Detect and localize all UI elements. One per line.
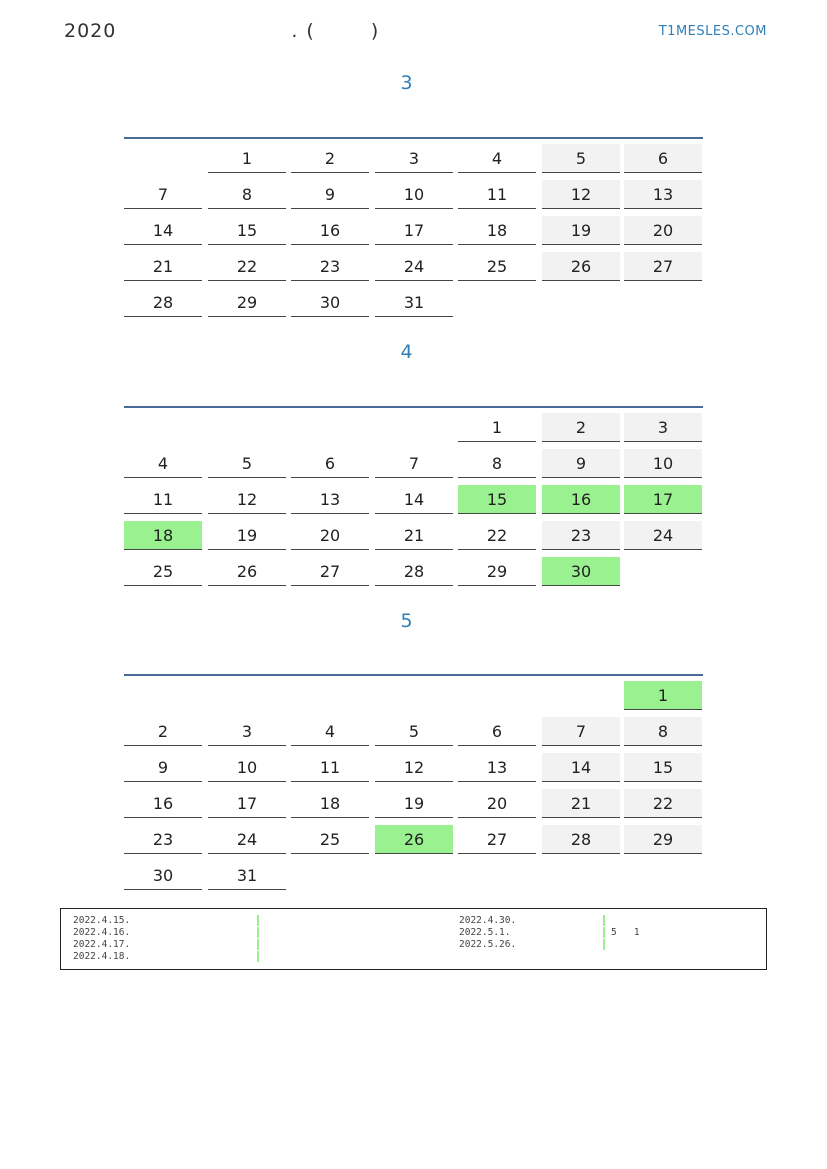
day-cell: 2 <box>124 717 202 746</box>
day-cell: 4 <box>291 717 369 746</box>
holiday-note <box>459 927 759 938</box>
day-cell: 28 <box>124 288 202 317</box>
day-cell: 29 <box>458 557 536 586</box>
day-cell: 25 <box>124 557 202 586</box>
day-cell: 4 <box>124 449 202 478</box>
day-cell: 25 <box>458 252 536 281</box>
day-cell: 11 <box>458 180 536 209</box>
day-cell: 23 <box>124 825 202 854</box>
holiday-note-date: 2022.4.18. <box>73 951 131 962</box>
day-cell: 31 <box>208 861 286 890</box>
day-cell: 28 <box>542 825 620 854</box>
day-cell: 1 <box>458 413 536 442</box>
holiday-note-date: 2022.4.15. <box>73 915 131 926</box>
day-cell: 15 <box>458 485 536 514</box>
day-cell: 17 <box>208 789 286 818</box>
holiday-note-date: 2022.4.16. <box>73 927 131 938</box>
day-cell: 30 <box>542 557 620 586</box>
day-cell: 26 <box>542 252 620 281</box>
holiday-note-date: 2022.5.26. <box>459 939 517 950</box>
holiday-marker <box>257 951 259 962</box>
holiday-marker <box>603 915 605 926</box>
day-cell: 8 <box>624 717 702 746</box>
day-cell: 2 <box>542 413 620 442</box>
day-cell: 9 <box>124 753 202 782</box>
day-cell: 29 <box>624 825 702 854</box>
holiday-note <box>459 939 759 950</box>
day-cell: 15 <box>624 753 702 782</box>
holiday-marker <box>603 939 605 950</box>
day-cell: 23 <box>542 521 620 550</box>
day-cell: 14 <box>124 216 202 245</box>
holiday-note <box>459 915 759 926</box>
header-year: 2020 <box>64 20 117 42</box>
day-cell: 17 <box>624 485 702 514</box>
day-cell: 6 <box>624 144 702 173</box>
day-cell: 6 <box>458 717 536 746</box>
day-cell: 1 <box>624 681 702 710</box>
day-cell: 5 <box>375 717 453 746</box>
holiday-note-text: 5 1 <box>611 927 640 938</box>
day-cell: 14 <box>375 485 453 514</box>
day-cell: 8 <box>208 180 286 209</box>
day-cell: 22 <box>458 521 536 550</box>
holiday-note <box>73 915 373 926</box>
day-cell: 5 <box>208 449 286 478</box>
day-cell: 21 <box>542 789 620 818</box>
day-cell: 20 <box>624 216 702 245</box>
day-cell: 17 <box>375 216 453 245</box>
day-cell: 28 <box>375 557 453 586</box>
day-cell: 8 <box>458 449 536 478</box>
day-cell: 7 <box>542 717 620 746</box>
day-cell: 24 <box>208 825 286 854</box>
holiday-marker <box>257 927 259 938</box>
month-title-may: 5 <box>400 610 413 632</box>
month-title-march: 3 <box>400 72 413 94</box>
day-cell: 3 <box>375 144 453 173</box>
day-cell: 22 <box>624 789 702 818</box>
holiday-marker <box>603 927 605 938</box>
day-cell: 16 <box>291 216 369 245</box>
day-cell: 19 <box>542 216 620 245</box>
day-cell: 12 <box>542 180 620 209</box>
holiday-marker <box>257 939 259 950</box>
day-cell: 18 <box>291 789 369 818</box>
holiday-note-date: 2022.4.17. <box>73 939 131 950</box>
calendar-rule <box>124 137 703 139</box>
holiday-note <box>73 951 373 962</box>
day-cell: 19 <box>375 789 453 818</box>
day-cell: 7 <box>124 180 202 209</box>
day-cell: 4 <box>458 144 536 173</box>
day-cell: 13 <box>624 180 702 209</box>
holiday-note <box>73 939 373 950</box>
day-cell: 19 <box>208 521 286 550</box>
day-cell: 11 <box>291 753 369 782</box>
day-cell: 31 <box>375 288 453 317</box>
header-paren-close: ) <box>370 20 380 42</box>
day-cell: 30 <box>291 288 369 317</box>
day-cell: 26 <box>208 557 286 586</box>
day-cell: 12 <box>208 485 286 514</box>
day-cell: 22 <box>208 252 286 281</box>
day-cell: 5 <box>542 144 620 173</box>
day-cell: 1 <box>208 144 286 173</box>
month-title-april: 4 <box>400 341 413 363</box>
day-cell: 16 <box>542 485 620 514</box>
holiday-notes-box <box>60 908 767 970</box>
day-cell: 27 <box>291 557 369 586</box>
calendar-rule <box>124 674 703 676</box>
day-cell: 25 <box>291 825 369 854</box>
holiday-note-date: 2022.4.30. <box>459 915 517 926</box>
day-cell: 15 <box>208 216 286 245</box>
day-cell: 16 <box>124 789 202 818</box>
day-cell: 30 <box>124 861 202 890</box>
day-cell: 18 <box>124 521 202 550</box>
day-cell: 2 <box>291 144 369 173</box>
day-cell: 21 <box>375 521 453 550</box>
day-cell: 26 <box>375 825 453 854</box>
site-link[interactable]: T1MESLES.COM <box>658 24 767 39</box>
day-cell: 13 <box>458 753 536 782</box>
day-cell: 12 <box>375 753 453 782</box>
day-cell: 14 <box>542 753 620 782</box>
day-cell: 9 <box>291 180 369 209</box>
day-cell: 6 <box>291 449 369 478</box>
day-cell: 20 <box>458 789 536 818</box>
header-separator: . <box>291 20 299 42</box>
day-cell: 20 <box>291 521 369 550</box>
day-cell: 24 <box>375 252 453 281</box>
calendar-rule <box>124 406 703 408</box>
day-cell: 9 <box>542 449 620 478</box>
day-cell: 13 <box>291 485 369 514</box>
day-cell: 27 <box>624 252 702 281</box>
day-cell: 24 <box>624 521 702 550</box>
header-paren-open: ( <box>306 20 315 42</box>
day-cell: 3 <box>208 717 286 746</box>
day-cell: 10 <box>624 449 702 478</box>
day-cell: 7 <box>375 449 453 478</box>
day-cell: 21 <box>124 252 202 281</box>
page-header <box>64 20 379 42</box>
day-cell: 27 <box>458 825 536 854</box>
day-cell: 11 <box>124 485 202 514</box>
day-cell: 29 <box>208 288 286 317</box>
day-cell: 18 <box>458 216 536 245</box>
holiday-marker <box>257 915 259 926</box>
holiday-note-date: 2022.5.1. <box>459 927 511 938</box>
day-cell: 10 <box>208 753 286 782</box>
day-cell: 10 <box>375 180 453 209</box>
day-cell: 23 <box>291 252 369 281</box>
holiday-note <box>73 927 373 938</box>
day-cell: 3 <box>624 413 702 442</box>
